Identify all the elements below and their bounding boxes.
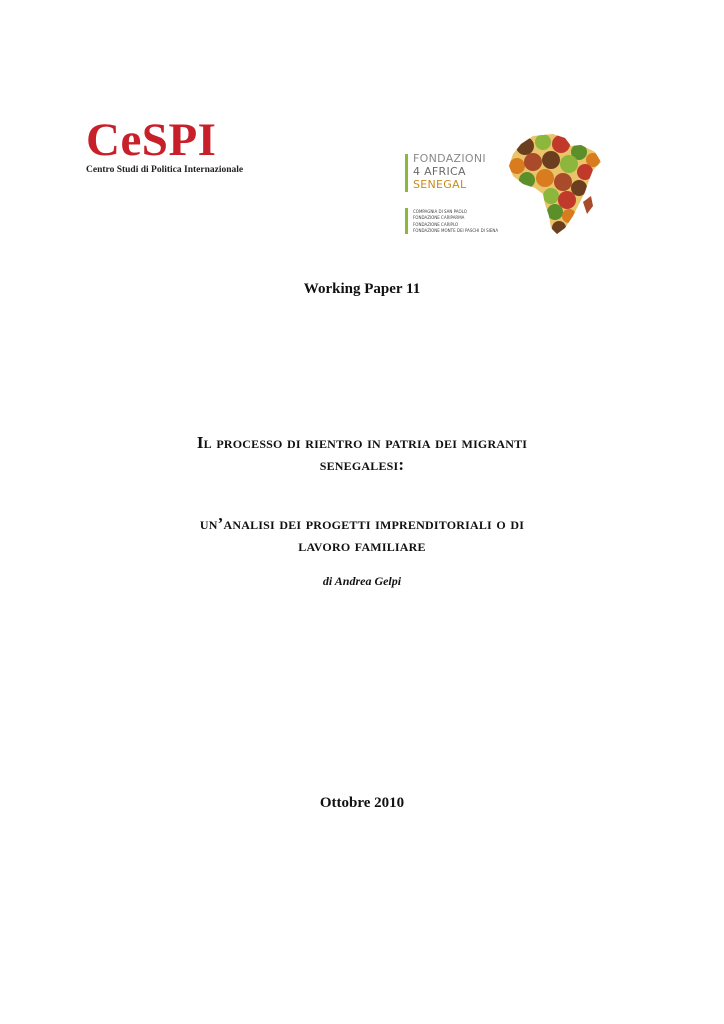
sponsor-name: FONDAZIONE MONTE DEI PASCHI DI SIENA xyxy=(413,227,499,233)
fondazioni-logo-line3: SENEGAL xyxy=(413,178,467,191)
logo-accent-bar xyxy=(405,208,408,234)
cespi-logo-subtitle: Centro Studi di Politica Internazionale xyxy=(86,165,244,175)
sponsor-name: FONDAZIONE CARIPARMA xyxy=(413,215,465,221)
fondazioni-4-africa-logo xyxy=(405,132,605,237)
cespi-logo xyxy=(86,114,266,175)
title-line: Il processo di rientro in patria dei migranti xyxy=(196,433,528,452)
document-title xyxy=(60,432,664,476)
sponsor-name: FONDAZIONE CARIPLO xyxy=(413,221,459,227)
subtitle-line: lavoro familiare xyxy=(298,536,426,555)
document-subtitle xyxy=(60,513,664,557)
sponsor-list xyxy=(413,209,498,234)
author: di Andrea Gelpi xyxy=(322,574,402,588)
title-line: senegalesi: xyxy=(319,455,405,474)
africa-map-icon xyxy=(505,132,605,238)
fondazioni-logo-line1: FONDAZIONI xyxy=(413,152,486,165)
subtitle-line: un’analisi dei progetti imprenditoriali o di xyxy=(199,514,525,533)
cespi-logo-name: CeSPI xyxy=(86,114,217,166)
fondazioni-logo-line2: 4 AFRICA xyxy=(413,165,466,178)
series-label: Working Paper 11 xyxy=(303,281,421,297)
publication-date: Ottobre 2010 xyxy=(319,795,405,811)
sponsor-name: COMPAGNIA DI SAN PAOLO xyxy=(413,209,467,214)
logo-accent-bar xyxy=(405,154,408,192)
